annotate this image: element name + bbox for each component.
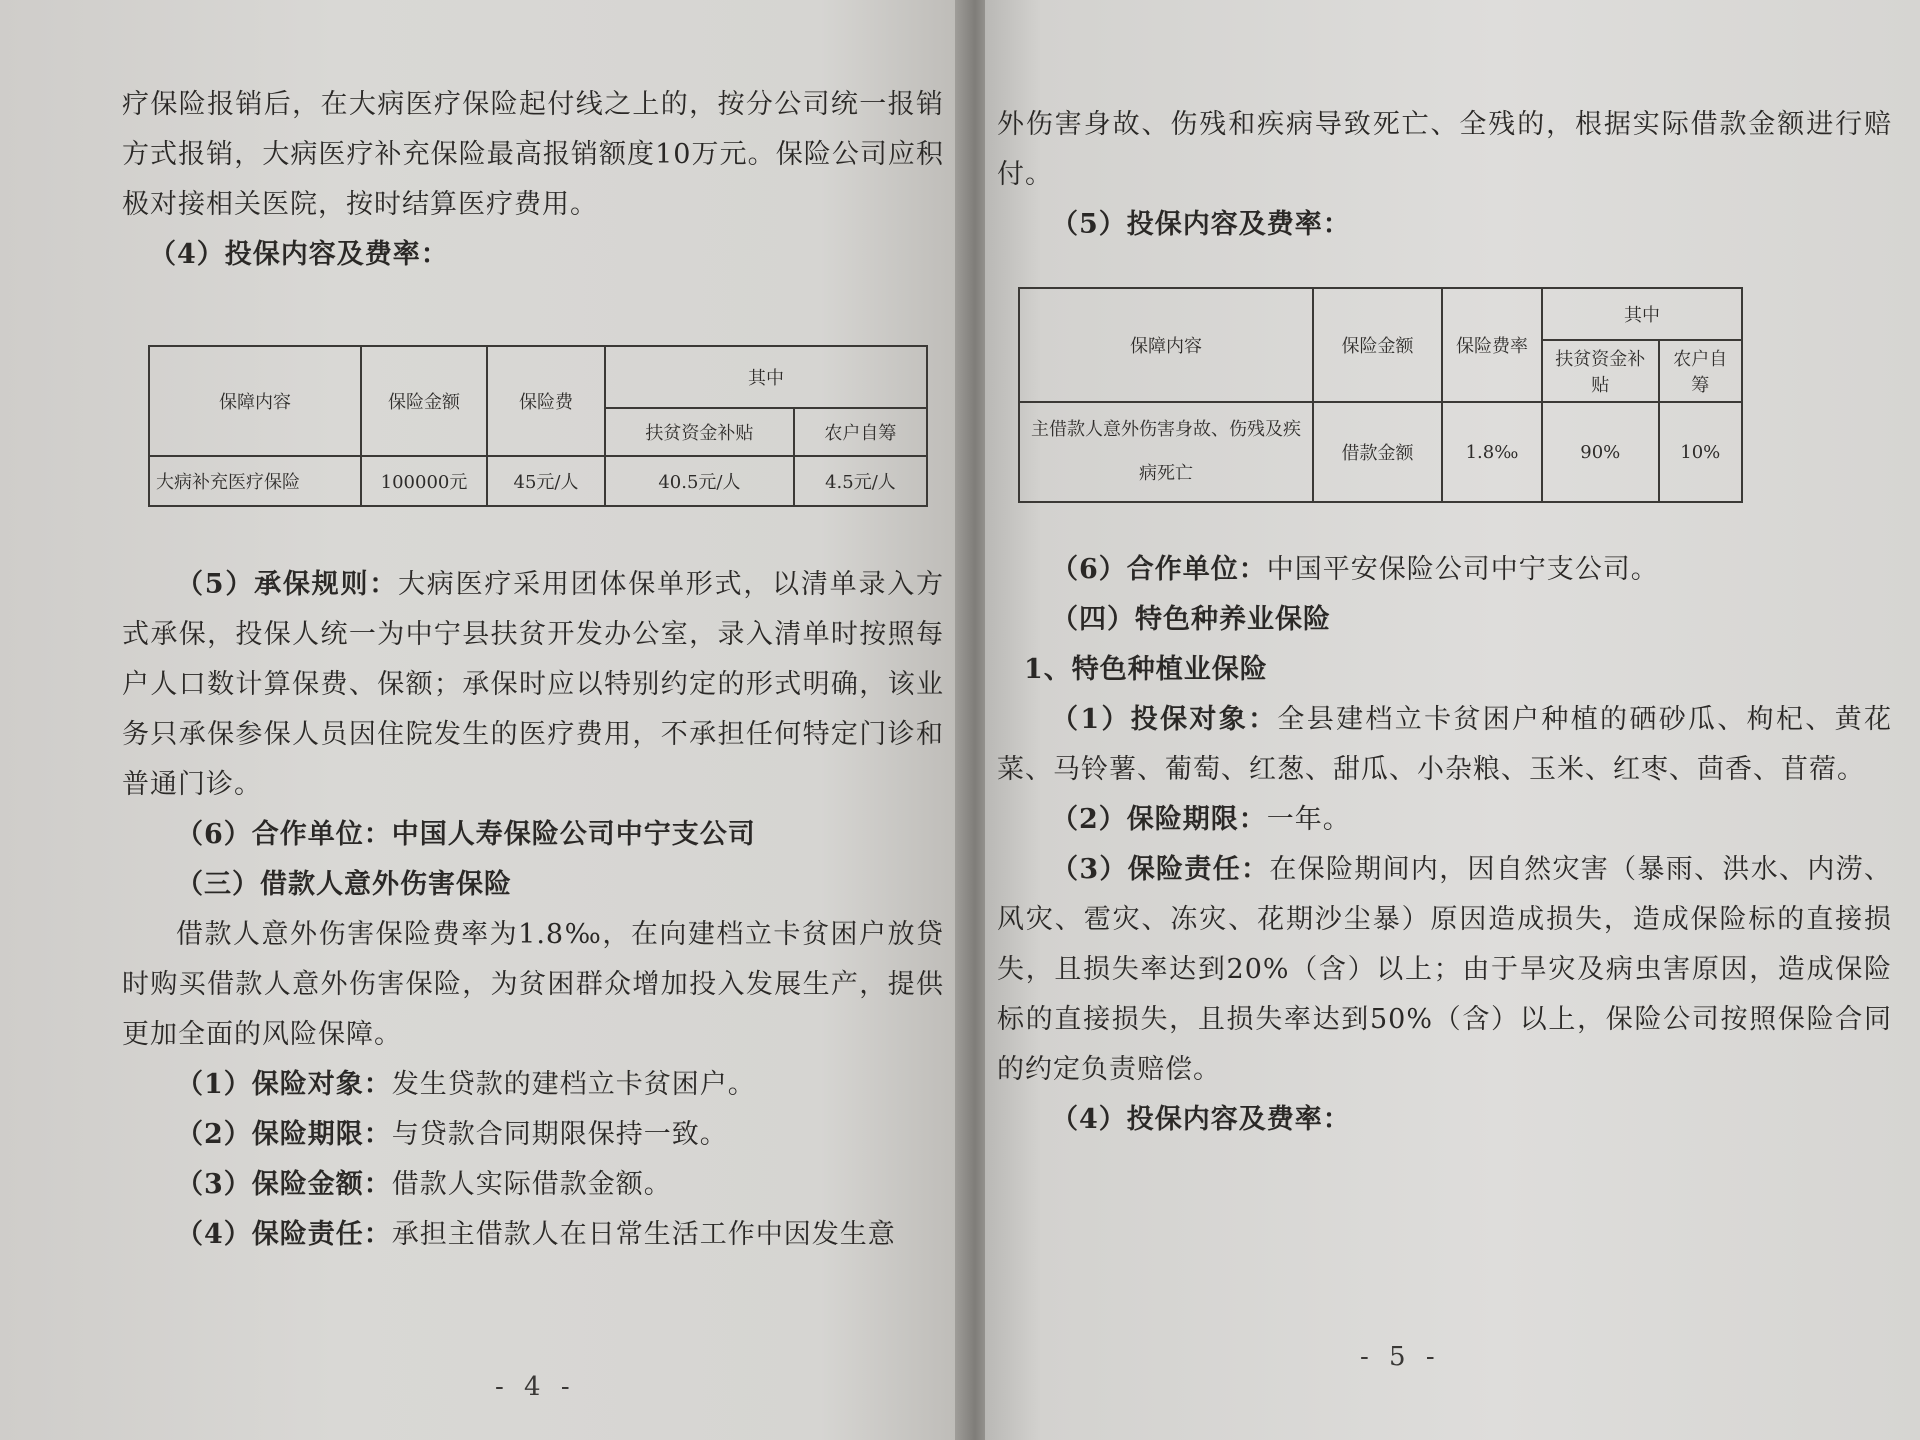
s3-label: （3）保险责任： [1051,854,1270,885]
s2-label: （2）保险期限： [1051,804,1267,835]
th-amount: 保险金额 [361,346,487,456]
td-fee: 45元/人 [487,456,605,506]
rule-text: 大病医疗采用团体保单形式，以清单录入方式承保，投保人统一为中宁县扶贫开发办公室，录入清单时按照每户人口数计算保费、保额；承保时应以特别约定的形式明确，该业务只承保参保人员因住院发生的医疗费用，不承担任何特定门诊和普通门诊。 [122,569,945,800]
coop-text: 中国人寿保险公司中宁支公司 [391,819,756,850]
s1-text: 全县建档立卡贫困户种植的硒砂瓜、枸杞、黄花菜、马铃薯、葡萄、红葱、甜瓜、小杂粮、玉米、红枣、茴香、苜蓿。 [997,704,1892,785]
loan-insurance-table [1018,287,1743,503]
item-1 [122,1060,944,1110]
td-self: 10% [1659,402,1742,502]
s1-paragraph [997,695,1892,795]
page-number-left: - 4 - [495,1372,576,1402]
th-subsidy: 扶贫资金补贴 [1542,340,1659,402]
para-cont: 外伤害身故、伤残和疾病导致死亡、全残的，根据实际借款金额进行赔付。 [997,109,1892,190]
item-2 [122,1110,944,1160]
sub-1-heading: 1、特色种植业保险 [1024,654,1268,685]
section-3-heading: （三）借款人意外伤害保险 [176,869,512,900]
th-group: 其中 [605,346,927,408]
th-amount: 保险金额 [1313,288,1442,402]
item-4-text: 承担主借款人在日常生活工作中因发生意 [391,1219,896,1250]
th-group: 其中 [1542,288,1742,340]
item-4-label: （4）保险责任： [176,1219,392,1250]
para-rate: 借款人意外伤害保险费率为1.8‰，在向建档立卡贫困户放贷时购买借款人意外伤害保险，为贫困群众增加投入发展生产，提供更加全面的风险保障。 [122,919,944,1050]
s1-label: （1）投保对象： [1051,704,1278,735]
item-3 [122,1160,944,1210]
item-4 [122,1210,944,1260]
left-text-bottom [122,560,944,1260]
s4-heading: （4）投保内容及费率： [1051,1104,1351,1135]
rule-label: （5）承保规则： [176,569,399,600]
item-2-label: （2）保险期限： [176,1119,392,1150]
th-self: 农户自筹 [794,408,927,456]
th-content: 保障内容 [149,346,361,456]
rule-paragraph [122,560,944,810]
th-rate: 保险费率 [1442,288,1542,402]
th-fee: 保险费 [487,346,605,456]
item-2-text: 与贷款合同期限保持一致。 [391,1119,728,1150]
right-page [985,0,1920,1440]
td-self: 4.5元/人 [794,456,927,506]
coop-paragraph [122,810,944,860]
right-text-bottom [997,545,1892,1145]
td-amount: 100000元 [361,456,487,506]
item-3-text: 借款人实际借款金额。 [391,1169,672,1200]
item-3-label: （3）保险金额： [176,1169,392,1200]
td-content: 大病补充医疗保险 [149,456,361,506]
item-1-label: （1）保险对象： [176,1069,392,1100]
coop-label: （6）合作单位： [1051,554,1267,585]
td-subsidy: 90% [1542,402,1659,502]
th-self: 农户自筹 [1659,340,1742,402]
coop-label: （6）合作单位： [176,819,392,850]
right-text-top [997,100,1892,250]
heading-4-rates: （4）投保内容及费率： [149,239,449,270]
s3-paragraph [997,845,1892,1095]
left-text-top [122,80,944,280]
page-number-right: - 5 - [1360,1342,1441,1372]
td-rate: 1.8‰ [1442,402,1542,502]
medical-insurance-table [148,345,928,507]
item-1-text: 发生贷款的建档立卡贫困户。 [391,1069,756,1100]
td-content: 主借款人意外伤害身故、伤残及疾病死亡 [1019,402,1313,502]
coop-text: 中国平安保险公司中宁支公司。 [1266,554,1659,585]
th-subsidy: 扶贫资金补贴 [605,408,794,456]
section-4-heading: （四）特色种养业保险 [1051,604,1331,635]
s2-paragraph [997,795,1892,845]
s3-text: 在保险期间内，因自然灾害（暴雨、洪水、内涝、风灾、雹灾、冻灾、花期沙尘暴）原因造成损失，造成保险标的直接损失，且损失率达到20%（含）以上；由于旱灾及病虫害原因，造成保险标的直接损失，且损失率达到50%（含）以上，保险公司按照保险合同的约定负责赔偿。 [997,854,1892,1085]
s2-text: 一年。 [1266,804,1351,835]
para-intro: 疗保险报销后，在大病医疗保险起付线之上的，按分公司统一报销方式报销，大病医疗补充保险最高报销额度10万元。保险公司应积极对接相关医院，按时结算医疗费用。 [122,89,944,220]
coop-paragraph [997,545,1892,595]
th-content: 保障内容 [1019,288,1313,402]
heading-5-rates: （5）投保内容及费率： [1051,209,1351,240]
td-subsidy: 40.5元/人 [605,456,794,506]
td-amount: 借款金额 [1313,402,1442,502]
